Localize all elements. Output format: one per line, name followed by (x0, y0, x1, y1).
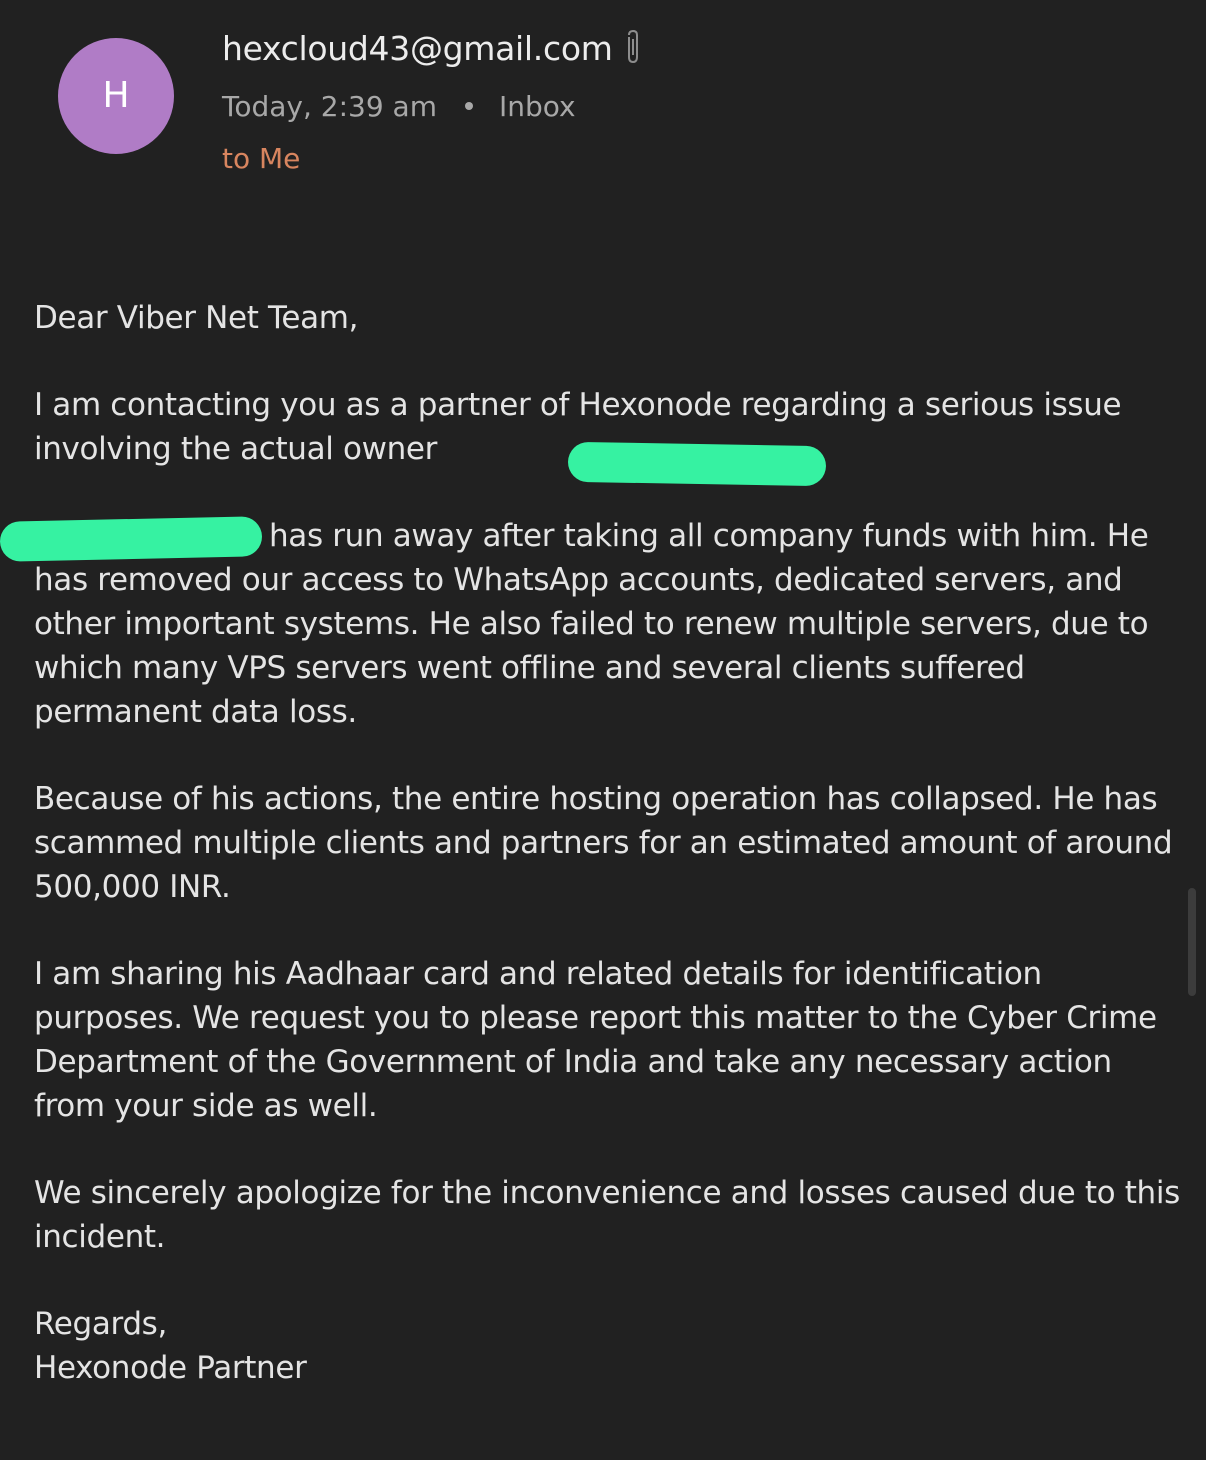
paragraph-3: Because of his actions, the entire hosting operation has collapsed. He has scammed multiple clients and partners for an estimated amount of around 500,000 INR. (34, 781, 1173, 905)
signature: Hexonode Partner (34, 1350, 307, 1386)
signoff-text: Regards, (34, 1306, 167, 1342)
folder-label[interactable]: Inbox (499, 89, 576, 123)
avatar[interactable]: H (58, 38, 174, 154)
sender-email[interactable]: hexcloud43@gmail.com (222, 28, 613, 68)
sender-row (222, 26, 643, 70)
timestamp: Today, 2:39 am (222, 89, 437, 123)
paperclip-icon (623, 29, 643, 67)
paragraph-5: We sincerely apologize for the inconvenience and losses caused due to this incident. (34, 1175, 1180, 1255)
paragraph-4: I am sharing his Aadhaar card and related details for identification purposes. We request you to please report this matter to the Cyber Crime Department of the Government of India and take any necessary action from your side as well. (34, 956, 1157, 1124)
redaction-mark-1 (568, 442, 827, 486)
email-header (0, 0, 1206, 200)
separator-dot (465, 102, 473, 110)
scrollbar[interactable] (1188, 888, 1196, 996)
email-meta (222, 86, 576, 126)
signoff (34, 1302, 1184, 1390)
paragraph-1: I am contacting you as a partner of Hexonode regarding a serious issue involving the actual owner (34, 387, 1122, 467)
paragraph-2: has run away after taking all company funds with him. He has removed our access to WhatsApp accounts, dedicated servers, and other important systems. He also failed to renew multiple servers, due to which many VPS servers went offline and several clients suffered permanent data loss. (34, 518, 1149, 730)
redaction-mark-2 (0, 516, 262, 561)
greeting: Dear Viber Net Team, (34, 300, 359, 336)
recipient-label[interactable]: to Me (222, 142, 301, 175)
